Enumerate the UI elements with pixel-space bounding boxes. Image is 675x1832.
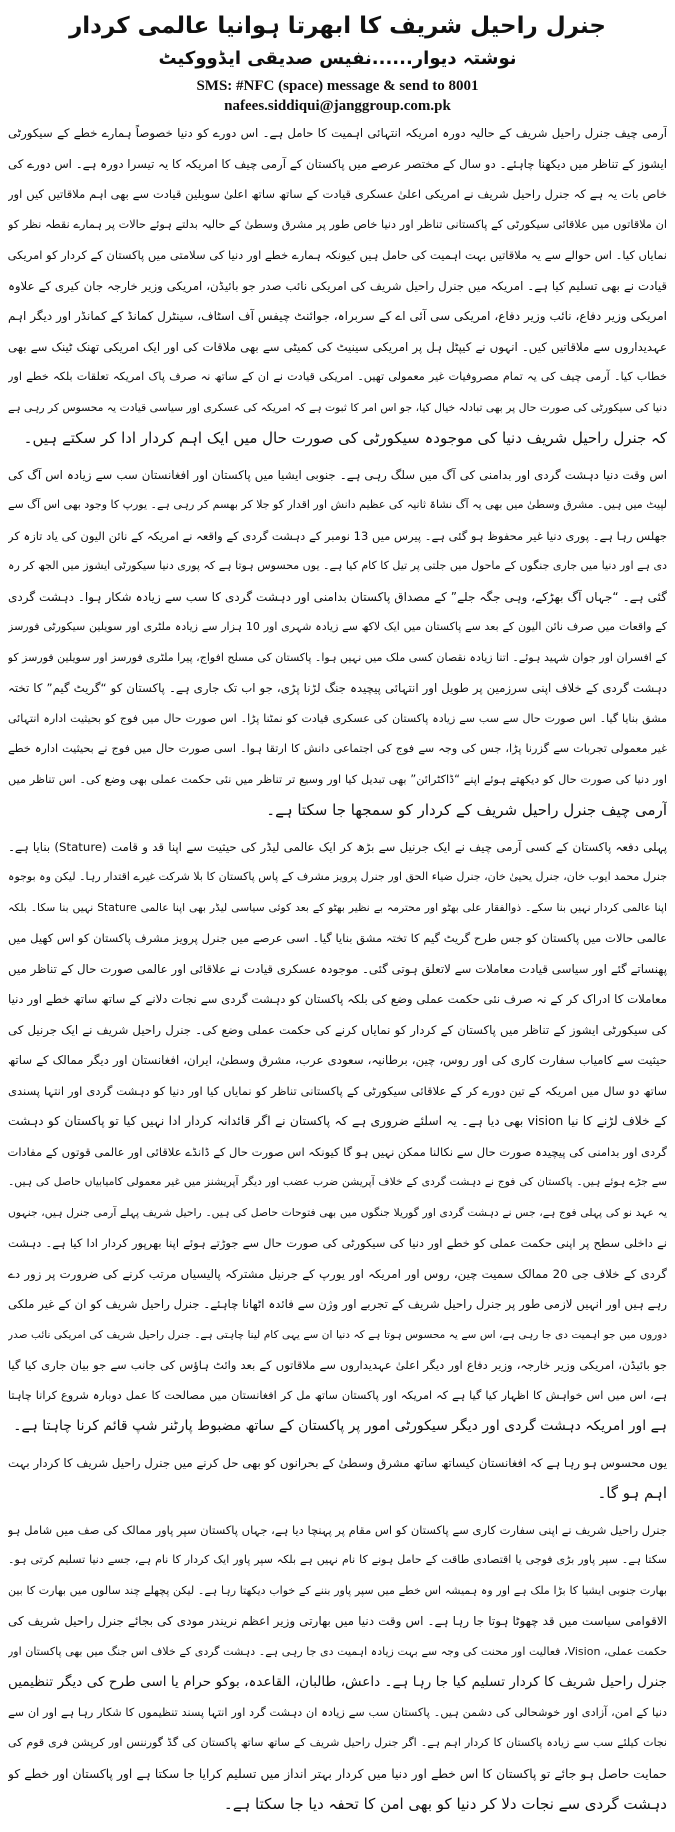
text-line: اس وقت دنیا دہشت گردی اور بدامنی کی آگ میں سلگ رہی ہے۔ جنوبی ایشیا میں پاکستان اور افغانستان سب سے زیادہ اس آگ کی: [8, 467, 667, 482]
article-paragraph: [8, 832, 667, 1442]
text-line: ہے اور امریکہ دہشت گردی اور دیگر سیکورٹی امور پر پاکستان کے ساتھ مضبوط پارٹنر شپ قائم کرنا چاہتا ہے۔: [13, 1418, 667, 1434]
text-line: معاملات کا ادراک کر کے نہ صرف نئی حکمت عملی وضع کی بلکہ پاکستان کو دہشت گردی سے نجات دلانے کے ساتھ ساتھ خطے اور دنیا: [8, 992, 667, 1006]
text-line: اہم ہو گا۔: [597, 1484, 667, 1502]
text-line: امریکی وزیر دفاع، نائب وزیر دفاع، امریکی سی آئی اے کے سربراہ، جوائنٹ چیفس آف اسٹاف، سینٹرل کمانڈ کے کمانڈر اور دیگر اہم: [8, 309, 667, 323]
text-line: اپنا عالمی کردار نہیں بنا سکے۔ ذوالفقار علی بھٹو اور محترمہ بے نظیر بھٹو کے بعد کوئی سیاسی لیڈر بھی اپنا عالمی Stature نہیں بنا سکا۔ بلکہ: [8, 900, 667, 914]
text-line: نے داخلی سطح پر اپنی حکمت عملی کو خطے اور دنیا کی سیکورٹی کی صورت حال سے جوڑتے ہوئے اپنا بھرپور کردار ادا کیا ہے۔ دہشت: [8, 1236, 667, 1250]
text-line: کہ جنرل راحیل شریف دنیا کی موجودہ سیکورٹی کی صورت حال میں ایک اہم کردار ادا کر سکتے ہیں۔: [23, 429, 667, 447]
text-line: الاقوامی سیاست میں قد چھوٹا ہوتا جا رہا ہے۔ اس وقت دنیا میں بھارتی وزیر اعظم نریندر مودی کی بجائے جنرل راحیل شریف کی: [8, 1614, 667, 1628]
text-line: جو بائیڈن، امریکی وزیر خارجہ، وزیر دفاع اور دیگر اعلیٰ عہدیداروں سے ملاقاتوں کے بعد وائٹ ہاؤس کی جانب سے جو بیان جاری کیا گیا: [8, 1358, 667, 1372]
text-line: حیثیت سے کامیاب سفارت کاری کی اور روس، چین، برطانیہ، سعودی عرب، مشرق وسطیٰ، ایران، افغانستان اور دیگر ممالک کے ساتھ: [8, 1053, 667, 1067]
text-line: حکمت عملی، Vision، فعالیت اور محنت کی وجہ سے بہت زیادہ اہمیت دی جا رہی ہے۔ دہشت گردی کے خلاف اس جنگ میں بھی پاکستان اور: [8, 1644, 667, 1658]
text-line: جھلس رہا ہے۔ پوری دنیا غیر محفوظ ہو گئی ہے۔ پیرس میں 13 نومبر کے دہشت گردی کے واقعہ نے امریکہ کے نائن الیون کی یاد تازہ کر: [8, 528, 667, 543]
text-line: رہے ہیں اور انہیں لازمی طور پر جنرل راحیل شریف کے تجربے اور وژن سے فائدہ اٹھانا چاہئے۔ جنرل راحیل شریف کو ان کے غیر ملکی: [8, 1297, 667, 1311]
text-line: اور دنیا کی صورت حال کو دیکھتے ہوئے اپنے “ڈاکٹرائن” بھی تبدیل کیا اور وسیع تر تناظر میں نئی حکمت عملی بھی وضع کی۔ اس تناظر میں: [8, 772, 667, 786]
text-line: کے خلاف لڑنے کا نیا vision بھی دیا ہے۔ یہ اسلئے ضروری ہے کہ پاکستان نے اگر قائدانہ کردار ادا نہیں کیا تو پاکستان کو دہشت: [8, 1114, 667, 1128]
article-byline: نوشتہ دیوار......نفیس صدیقی ایڈووکیٹ: [158, 48, 517, 69]
article-body: [8, 118, 667, 1820]
text-line: قیادت نے بھی تسلیم کیا ہے۔ امریکہ میں جنرل راحیل شریف کی امریکی نائب صدر جو بائیڈن، امریکی وزیر خارجہ جان کیری کے علاوہ: [8, 278, 667, 293]
text-line: کی سیکورٹی ایشوز کے تناظر میں پاکستان کے کردار کو نمایاں کرنے کی حکمت عملی وضع کی۔ جنرل راحیل شریف نے ایک جرنیل کی: [8, 1022, 667, 1037]
text-line: ہے، اس میں اس خواہش کا اظہار کیا گیا ہے کہ امریکہ اور پاکستان ساتھ مل کر افغانستان میں مصالحت کا عمل دوبارہ شروع کرانا چاہتا: [8, 1388, 667, 1402]
text-line: دنیا کی سیکورٹی کی صورت حال پر بھی تبادلہ خیال کیا، جو اس امر کا ثبوت ہے کہ امریکہ کی عسکری اور سیاسی قیادت یہ محسوس کر رہی ہے: [8, 400, 667, 414]
article-title: جنرل راحیل شریف کا ابھرتا ہوانیا عالمی کردار: [69, 13, 606, 39]
text-line: سے جڑے ہوئے ہیں۔ پاکستان کی فوج نے دہشت گردی کے خلاف آپریشن ضرب عضب اور دیگر آپریشنز میں غیر معمولی کامیابیاں حاصل کی ہیں۔: [8, 1175, 667, 1188]
text-line: یہ عہد نو کی پہلی فوج ہے، جس نے دہشت گردی اور گوریلا جنگوں میں بھی فتوحات حاصل کی ہیں۔ راحیل شریف پہلے آرمی جنرل ہیں، جنہوں: [8, 1205, 667, 1219]
text-line: نجات کیلئے سب سے زیادہ پاکستان کا کردار اہم ہے۔ اگر جنرل راحیل شریف کے ساتھ ساتھ پاکستان کی گڈ گورننس اور کرپشن فری قوم کی: [8, 1736, 667, 1749]
text-line: جنرل راحیل شریف نے اپنی سفارت کاری سے پاکستان کو اس مقام پر پہنچا دیا ہے، جہاں پاکستان سپر پاور ممالک کی صف میں شامل ہو: [8, 1522, 667, 1537]
text-line: یوں محسوس ہو رہا ہے کہ افغانستان کیساتھ ساتھ مشرق وسطیٰ کے بحرانوں کو بھی حل کرنے میں جنرل راحیل شریف کا کردار بہت: [8, 1455, 667, 1470]
text-line: ایشوز کے تناظر میں دیکھنا چاہئے۔ دو سال کے مختصر عرصے میں پاکستان کے آرمی چیف کا امریکہ کا یہ تیسرا دورہ ہے۔ اس دورے کی: [8, 156, 667, 171]
text-line: غیر معمولی تجربات سے گزرنا پڑا، جس کی وجہ سے فوج کی اجتماعی دانش کا ارتقا ہوا۔ اسی صورت حال میں فوج نے بحیثیت ادارہ خطے: [8, 742, 667, 755]
text-line: دہشت گردی سے نجات دلا کر دنیا کو بھی امن کا تحفہ دیا جا سکتا ہے۔: [223, 1795, 667, 1813]
text-line: کے افسران اور جوان شہید ہوئے۔ اتنا زیادہ نقصان کسی ملک میں نہیں ہوا۔ پاکستان کی مسلح افواج، پیرا ملٹری فورسز اور سویلین فورسز کو: [8, 650, 667, 664]
text-line: نمایاں کیا۔ اس حوالے سے یہ ملاقاتیں بہت اہمیت کی حامل ہیں کیونکہ ہمارے خطے اور دنیا کی سلامتی میں پاکستان کے کردار کو امریکی: [8, 248, 667, 262]
text-line: کے واقعات میں صرف نائن الیون کے بعد سے پاکستان میں ایک لاکھ سے زیادہ شہری اور 10 ہزار سے زیادہ ملٹری اور سویلین سیکورٹی فورسز: [8, 620, 667, 633]
article-paragraph: [8, 460, 667, 826]
text-line: جنرل محمد ایوب خان، جنرل یحییٰ خان، جنرل ضیاء الحق اور جنرل پرویز مشرف کے پاس پاکستان کا بلا شرکت غیرے اقتدار رہا۔ لیکن وہ بوجوہ: [8, 870, 667, 883]
article-paragraph: [8, 118, 667, 454]
text-line: دنیا کے امن، آزادی اور خوشحالی کی دشمن ہیں۔ پاکستان سب سے زیادہ ان دہشت گرد اور انتہا پسند تنظیموں کا شکار رہا ہے اور ان سے: [8, 1705, 667, 1719]
text-line: دی ہے اور دنیا میں جاری جنگوں کے ماحول میں جلتی پر تیل کا کام کیا ہے۔ یوں محسوس ہوتا ہے کہ پوری دنیا سیکورٹی ایشوز میں الجھ کر رہ: [8, 559, 667, 572]
text-line: گئی ہے۔ “جہاں آگ بھڑکے، وہی جگہ جلے” کے مصداق پاکستان بدامنی اور دہشت گردی کا سب سے زیادہ شکار ہوا۔ دہشت گردی: [8, 589, 667, 604]
author-email: nafees.siddiqui@janggroup.com.pk: [224, 98, 451, 114]
text-line: آرمی چیف جنرل راحیل شریف کے حالیہ دورہ امریکہ انتہائی اہمیت کا حامل ہے۔ اس دورے کو دنیا خصوصاً ہمارے خطے کے سیکورٹی: [8, 126, 667, 140]
text-line: پھنساتے گئے اور سیاسی قیادت معاملات سے لاتعلق ہوتی گئی۔ موجودہ عسکری قیادت نے علاقائی اور عالمی صورت حال کے تناظر میں: [8, 961, 667, 976]
text-line: عالمی حالات میں پاکستان کو جس طرح گریٹ گیم کا تختہ مشق بنایا گیا۔ اسی عرصے میں جنرل پرویز مشرف پاکستان کو اس کھیل میں: [8, 931, 667, 945]
text-line: سکتا ہے۔ سپر پاور بڑی فوجی یا اقتصادی طاقت کے حامل ہونے کا نام نہیں ہے بلکہ سپر پاور ایک کردار کا نام ہے، جسے دنیا تسلیم کرتی ہو۔: [8, 1553, 667, 1566]
text-line: گردی اور بدامنی کی پیچیدہ صورت حال سے نکالنا ممکن نہیں ہو گا کیونکہ اس صورت حال کے ڈانڈے علاقائی اور عالمی قوتوں کے مفادات: [8, 1144, 667, 1159]
text-line: بھارت جنوبی ایشیا کا بڑا ملک ہے اور وہ ہمیشہ اس خطے میں سپر پاور بننے کے خواب دیکھتا رہا ہے۔ لیکن پچھلے چند سالوں میں بھارت کا بین: [8, 1583, 667, 1597]
text-line: ساتھ دو سال میں امریکہ کے تین دورے کر کے علاقائی سیکورٹی کے پاکستانی تناظر کو نمایاں کیا اور دنیا کو دہشت گردی اور انتہا پسندی: [8, 1083, 667, 1098]
text-line: خطاب کیا۔ آرمی چیف کی یہ تمام مصروفیات غیر معمولی تھیں۔ امریکی قیادت نے ان کے ساتھ نہ صرف پاک امریکہ تعلقات بلکہ خطے اور: [8, 370, 667, 383]
sms-instructions: SMS: #NFC (space) message & send to 8001: [196, 78, 479, 94]
text-line: ان ملاقاتوں میں علاقائی سیکورٹی کے پاکستانی تناظر اور دنیا خاص طور پر مشرق وسطیٰ کے حالیہ بدلتے ہوئے حالات پر ہمارے نقطہ نظر کو: [8, 217, 667, 231]
text-line: پہلی دفعہ پاکستان کے کسی آرمی چیف نے ایک جرنیل سے بڑھ کر ایک عالمی لیڈر کی حیثیت سے اپنا قد و قامت (Stature) بنایا ہے۔: [8, 839, 667, 854]
text-line: عہدیداروں سے ملاقاتیں کیں۔ انہوں نے کیپٹل ہل پر امریکی سینیٹ کی کمیٹی سے بھی ملاقات کی اور ایک امریکی تھنک ٹینک سے بھی: [8, 339, 667, 354]
article-paragraph: [8, 1515, 667, 1820]
text-line: گردی کے خلاف جی 20 ممالک سمیت چین، روس اور امریکہ اور یورپ کے جرنیل مشترکہ پالیسیاں مرتب کرنے کی ضرورت پر زور دے: [8, 1266, 667, 1281]
text-line: مشق بنایا گیا۔ اس صورت حال سے سب سے زیادہ پاکستان کی عسکری قیادت کو نمٹنا پڑا۔ اس صورت حال میں فوج کو بحیثیت ادارہ انتہائی: [8, 711, 667, 725]
text-line: خاص بات یہ ہے کہ جنرل راحیل شریف نے امریکی اعلیٰ عسکری قیادت کے ساتھ ساتھ اعلیٰ سویلین قیادت سے بھی اہم ملاقاتیں کیں اور: [8, 187, 667, 201]
text-line: دوروں میں جو اہمیت دی جا رہی ہے، اس سے یہ محسوس ہوتا ہے کہ دنیا ان سے یہی کام لینا چاہتی ہے۔ جنرل راحیل شریف کی امریکی نائب صدر: [8, 1328, 667, 1341]
text-line: لپیٹ میں ہیں۔ مشرق وسطیٰ میں بھی یہ آگ نشاۃ ثانیہ کی عظیم دانش اور اقدار کو جلا کر بھسم کر رہی ہے۔ یورپ کا وجود بھی اس آگ سے: [8, 498, 667, 511]
text-line: آرمی چیف جنرل راحیل شریف کے کردار کو سمجھا جا سکتا ہے۔: [266, 801, 667, 819]
text-line: دہشت گردی کے خلاف اپنی سرزمین پر طویل اور انتہائی پیچیدہ جنگ لڑنا پڑی، جو اب تک جاری ہے۔ پاکستان کو “گریٹ گیم” کا تختہ: [8, 681, 667, 695]
text-line: جنرل راحیل شریف کا کردار تسلیم کیا جا رہا ہے۔ داعش، طالبان، القاعدہ، بوکو حرام یا اسی طرح کی دیگر تنظیمیں: [8, 1674, 667, 1690]
text-line: حمایت حاصل ہو جائے تو پاکستان کا اس خطے اور دنیا میں کردار بہتر انداز میں تسلیم کرایا جا سکتا ہے اور پاکستان اور خطے کو: [8, 1766, 667, 1781]
article-paragraph: [8, 1448, 667, 1509]
